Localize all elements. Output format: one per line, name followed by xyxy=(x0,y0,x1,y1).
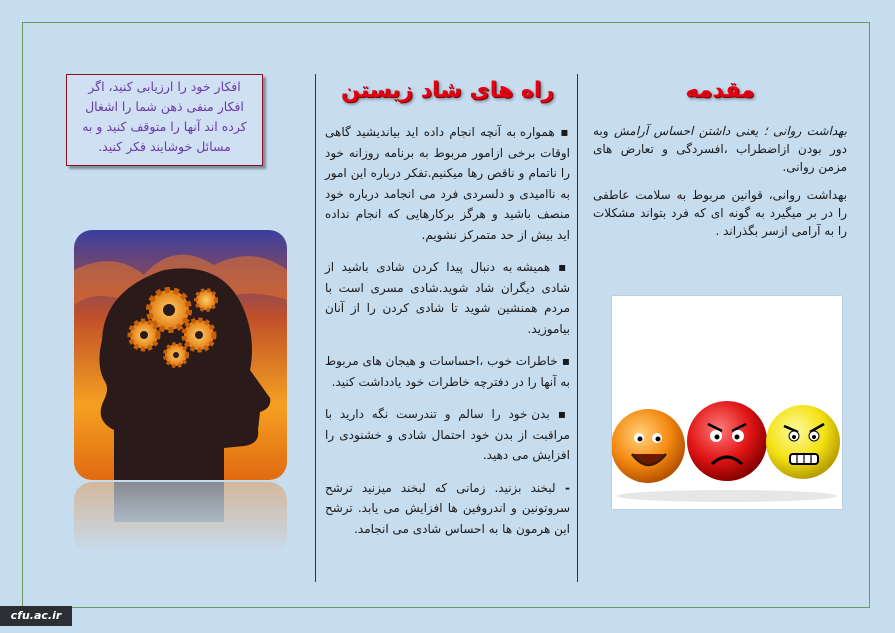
intro-paragraph-2: بهداشت روانی، قوانین مربوط به سلامت عاطفی را در بر میگیرد به گونه ای که فرد بتواند مشکلات را به آرامی ازسر بگذراند . xyxy=(593,188,847,238)
head-with-gears-photo xyxy=(74,230,287,480)
intro-paragraph-1-emphasis: بهداشت روانی ؛ یعنی داشتن احساس آرامش xyxy=(613,124,848,138)
intro-section xyxy=(593,122,847,250)
bullet-icon: ▪ xyxy=(549,407,570,421)
tip-text: خاطرات خوب ،احساسات و هیجان های مربوط به آنها را در دفترچه خاطرات خود یادداشت کنید. xyxy=(324,354,570,389)
intro-paragraph-1-rest: وبه دور بودن ازاضطراب ،افسردگی و تعارض های مزمن روانی. xyxy=(593,124,847,174)
tip-text: همیشه به دنبال پیدا کردن شادی باشید از شادی دیگران شاد شوید.شادی مسری است با مردم همنشین شوید تا شادی کردن را از آنان بیاموزید. xyxy=(325,260,570,336)
bullet-icon: - xyxy=(555,480,570,495)
column-divider-right xyxy=(577,74,578,582)
tips-list xyxy=(325,122,570,551)
tip-item xyxy=(325,404,570,466)
emotion-balls-photo xyxy=(612,296,842,509)
site-logo[interactable]: cfu.ac.ir xyxy=(0,606,72,626)
bullet-icon: ▪ xyxy=(554,125,571,139)
bullet-icon: ▪ xyxy=(550,260,570,274)
intro-title: مقدمه xyxy=(685,78,755,103)
intro-paragraph-1 xyxy=(593,122,847,176)
tip-item xyxy=(325,478,570,540)
tip-item xyxy=(325,351,570,392)
tip-text: لبخند بزنید. زمانی که لبخند میزنید ترشح سروتونین و اندروفین ها افزایش می یابد. ترشح این هرمون ها به احساس شادی می انجامد. xyxy=(325,480,570,536)
tip-text: بدن خود را سالم و تندرست نگه دارید با مراقبت از بدن خود احتمال شادی و خشنودی را افزایش می دهید. xyxy=(325,407,570,462)
tip-item xyxy=(325,257,570,339)
callout-box: افکار خود را ارزیابی کنید، اگر افکار منفی ذهن شما را اشغال کرده اند آنها را متوقف کنید و به مسائل خوشایند فکر کنید. xyxy=(66,74,263,166)
head-photo-reflection xyxy=(74,482,287,554)
tips-title: راه های شاد زیستن xyxy=(340,78,555,103)
tip-text: همواره به آنچه انجام داده اید بیاندیشید گاهی اوقات برخی ازامور مربوط به برنامه روزانه خود را ناتمام و ناقص رها میکنیم.تفکر درباره این امور به ناامیدی و دلسردی فرد می انجامد درباره خود منصف باشید و هرگز برکارهایی که انجام نداده اید بیش از حد متمرکز نشویم. xyxy=(325,125,570,242)
tip-item xyxy=(325,122,570,245)
bullet-icon: ▪ xyxy=(557,354,570,368)
column-divider-left xyxy=(315,74,316,582)
